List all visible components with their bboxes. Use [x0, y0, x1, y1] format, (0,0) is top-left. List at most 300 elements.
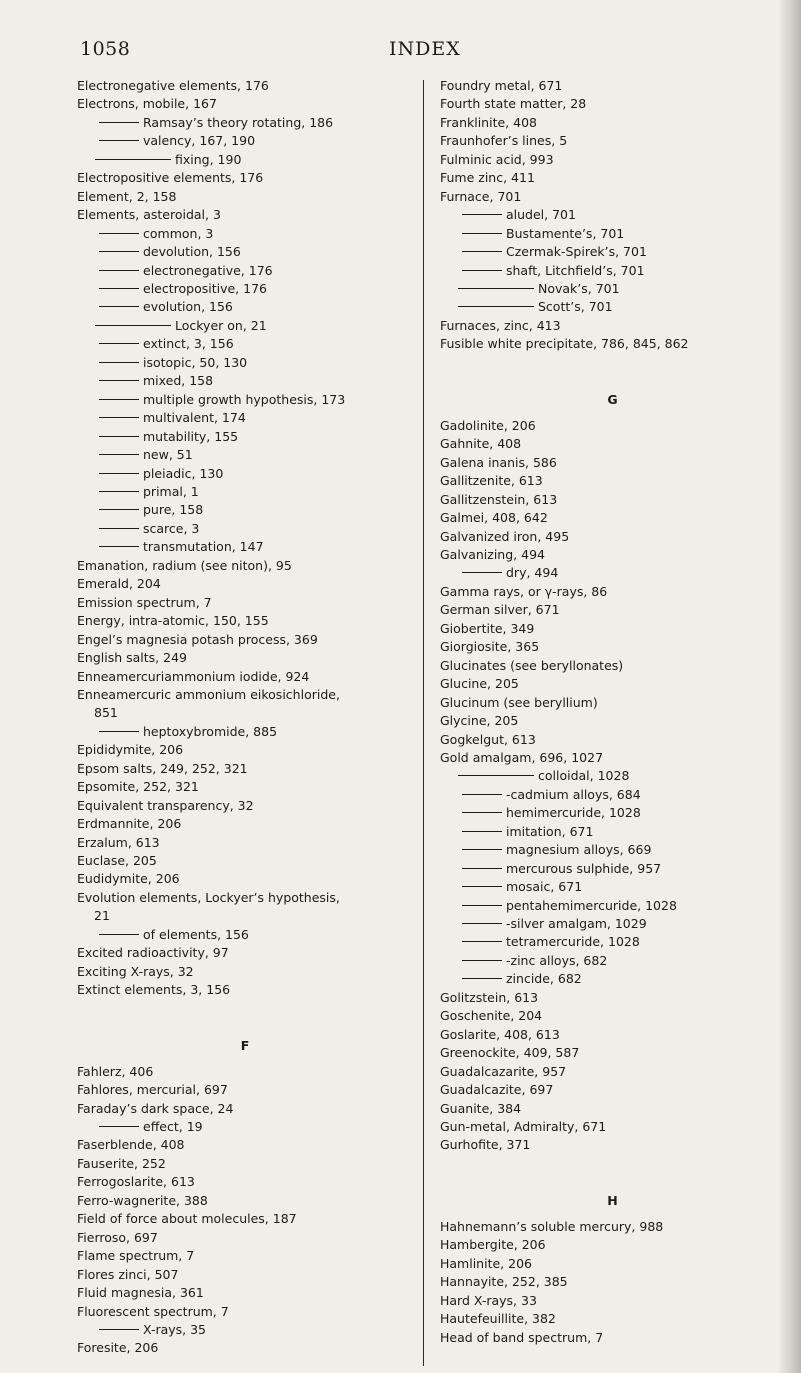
index-entry [77, 852, 413, 870]
index-entry [440, 1255, 785, 1273]
entry-continuation: 851 [94, 705, 118, 721]
entry-text: -cadmium alloys, 684 [506, 786, 641, 802]
entry-text: Excited radioactivity, 97 [77, 945, 229, 961]
entry-text: Gallitzenite, 613 [440, 473, 543, 489]
index-entry [77, 760, 413, 778]
section-gap [440, 1208, 785, 1218]
index-entry [440, 989, 785, 1007]
index-entry [77, 778, 413, 796]
entry-text: Flame spectrum, 7 [77, 1248, 195, 1264]
entry-text: Gurhofite, 371 [440, 1137, 531, 1153]
index-subentry [77, 335, 413, 353]
entry-text: Erdmannite, 206 [77, 816, 182, 832]
repeat-dash [99, 380, 139, 381]
index-subentry [440, 970, 785, 988]
index-subentry [77, 225, 413, 243]
index-entry [440, 132, 785, 150]
index-subentry [77, 926, 413, 944]
index-entry [440, 417, 785, 435]
repeat-dash [458, 775, 534, 776]
entry-text: extinct, 3, 156 [143, 336, 234, 352]
index-entry [77, 95, 413, 113]
index-subentry [440, 225, 785, 243]
entry-text: multiple growth hypothesis, 173 [143, 391, 346, 407]
entry-text: Lockyer on, 21 [175, 317, 267, 333]
index-entry [77, 1266, 413, 1284]
entry-text: dry, 494 [506, 565, 559, 581]
index-entry [440, 1044, 785, 1062]
entry-text: Emission spectrum, 7 [77, 594, 212, 610]
index-subentry [440, 841, 785, 859]
repeat-dash [458, 306, 534, 307]
index-subentry [77, 262, 413, 280]
entry-text: primal, 1 [143, 483, 199, 499]
index-subentry [77, 391, 413, 409]
entry-text: German silver, 671 [440, 602, 560, 618]
entry-text: Franklinite, 408 [440, 114, 537, 130]
entry-text: pure, 158 [143, 502, 204, 518]
entry-text: magnesium alloys, 669 [506, 842, 652, 858]
entry-text: evolution, 156 [143, 299, 233, 315]
index-entry [440, 454, 785, 472]
repeat-dash [95, 159, 171, 160]
index-entry [77, 834, 413, 852]
repeat-dash [462, 831, 502, 832]
index-entry [440, 601, 785, 619]
index-entry [440, 1310, 785, 1328]
index-entry [77, 557, 413, 575]
entry-text: Glucinates (see beryllonates) [440, 657, 624, 673]
entry-text: Gallitzenstein, 613 [440, 491, 558, 507]
entry-text: Ferro-wagnerite, 388 [77, 1192, 208, 1208]
index-entry [440, 1236, 785, 1254]
entry-text: Giorgiosite, 365 [440, 639, 540, 655]
h-entries [440, 1218, 785, 1347]
entry-text: tetramercuride, 1028 [506, 934, 640, 950]
left-column [77, 77, 413, 1358]
entry-text: multivalent, 174 [143, 410, 246, 426]
entry-text: Scott’s, 701 [538, 299, 613, 315]
index-entry [440, 638, 785, 656]
index-entry [440, 1026, 785, 1044]
index-entry [440, 731, 785, 749]
entry-text: Hamlinite, 206 [440, 1255, 532, 1271]
index-entry [440, 169, 785, 187]
entry-text: Enneamercuriammonium iodide, 924 [77, 668, 310, 684]
entry-text: hemimercuride, 1028 [506, 805, 641, 821]
index-entry [77, 1063, 413, 1081]
index-subentry [440, 878, 785, 896]
entry-text: Galena inanis, 586 [440, 454, 557, 470]
index-entry [440, 151, 785, 169]
entry-text: Evolution elements, Lockyer’s hypothesis, [77, 889, 340, 905]
repeat-dash [99, 491, 139, 492]
index-entry [77, 575, 413, 593]
e-entries [77, 77, 413, 1000]
entry-text: Guanite, 384 [440, 1100, 522, 1116]
entry-text: devolution, 156 [143, 244, 241, 260]
index-entry [77, 741, 413, 759]
index-entry [440, 509, 785, 527]
entry-text: Gold amalgam, 696, 1027 [440, 749, 604, 765]
entry-text: Epididymite, 206 [77, 742, 184, 758]
entry-text: Gogkelgut, 613 [440, 731, 536, 747]
index-subentry [77, 114, 413, 132]
repeat-dash [99, 934, 139, 935]
repeat-dash [99, 343, 139, 344]
index-subentry [440, 933, 785, 951]
repeat-dash [462, 941, 502, 942]
repeat-dash [99, 122, 139, 123]
entry-continuation: 21 [94, 908, 110, 924]
index-entry [77, 1247, 413, 1265]
entry-text: Greenockite, 409, 587 [440, 1045, 580, 1061]
index-entry [440, 546, 785, 564]
repeat-dash [462, 905, 502, 906]
section-gap [77, 1000, 413, 1038]
entry-text: Emerald, 204 [77, 576, 161, 592]
repeat-dash [462, 572, 502, 573]
entry-text: Czermak-Spirek’s, 701 [506, 244, 647, 260]
index-subentry [440, 298, 785, 316]
index-entry [77, 686, 413, 704]
entry-text: Head of band spectrum, 7 [440, 1329, 604, 1345]
repeat-dash [99, 509, 139, 510]
index-entry [440, 1081, 785, 1099]
index-entry [77, 1081, 413, 1099]
index-entry [440, 749, 785, 767]
section-heading-f: F [240, 1037, 250, 1053]
entry-text: Gun-metal, Admiralty, 671 [440, 1119, 607, 1135]
entry-text: Hautefeuillite, 382 [440, 1311, 556, 1327]
entry-text: colloidal, 1028 [538, 768, 630, 784]
entry-text: imitation, 671 [506, 823, 594, 839]
entry-text: Furnaces, zinc, 413 [440, 317, 561, 333]
index-entry [440, 435, 785, 453]
repeat-dash [99, 546, 139, 547]
entry-text: Elements, asteroidal, 3 [77, 207, 221, 223]
entry-text: Energy, intra-atomic, 150, 155 [77, 613, 269, 629]
index-entry [440, 95, 785, 113]
index-subentry [440, 243, 785, 261]
entry-text: Field of force about molecules, 187 [77, 1211, 297, 1227]
entry-text: Goschenite, 204 [440, 1008, 543, 1024]
index-subentry [77, 723, 413, 741]
index-subentry [440, 804, 785, 822]
index-entry [440, 491, 785, 509]
index-subentry [77, 520, 413, 538]
index-subentry [440, 206, 785, 224]
entry-text: Flores zinci, 507 [77, 1266, 179, 1282]
index-subentry [440, 767, 785, 785]
repeat-dash [99, 1126, 139, 1127]
repeat-dash [99, 362, 139, 363]
right-column [440, 77, 785, 1347]
index-entry [77, 594, 413, 612]
index-entry [440, 77, 785, 95]
index-subentry [77, 1321, 413, 1339]
index-entry [77, 889, 413, 907]
index-entry [440, 1100, 785, 1118]
entry-text: Electrons, mobile, 167 [77, 96, 217, 112]
index-entry [77, 944, 413, 962]
repeat-dash [462, 960, 502, 961]
index-entry [77, 1339, 413, 1357]
entry-text: effect, 19 [143, 1119, 203, 1135]
repeat-dash [99, 731, 139, 732]
entry-text: isotopic, 50, 130 [143, 354, 248, 370]
index-entry [77, 1303, 413, 1321]
index-entry [440, 1063, 785, 1081]
index-subentry [440, 952, 785, 970]
index-entry [440, 1218, 785, 1236]
entry-text: Ferrogoslarite, 613 [77, 1174, 195, 1190]
entry-text: Glucinum (see beryllium) [440, 694, 598, 710]
index-subentry [77, 483, 413, 501]
index-entry [77, 612, 413, 630]
entry-text: Glycine, 205 [440, 713, 519, 729]
g-entries [440, 417, 785, 1155]
repeat-dash [458, 288, 534, 289]
index-subentry [77, 280, 413, 298]
entry-text: Fume zinc, 411 [440, 170, 535, 186]
index-subentry [440, 897, 785, 915]
repeat-dash [462, 270, 502, 271]
index-subentry [440, 915, 785, 933]
entry-text: Epsom salts, 249, 252, 321 [77, 760, 248, 776]
entry-text: Fourth state matter, 28 [440, 96, 587, 112]
index-subentry [77, 501, 413, 519]
index-entry [440, 188, 785, 206]
index-entry [440, 114, 785, 132]
entry-text: Faserblende, 408 [77, 1137, 185, 1153]
repeat-dash [462, 868, 502, 869]
index-entry [440, 657, 785, 675]
index-entry [77, 668, 413, 686]
entry-text: Fahlores, mercurial, 697 [77, 1082, 228, 1098]
index-entry [77, 963, 413, 981]
entry-text: Gahnite, 408 [440, 436, 522, 452]
column-divider [423, 80, 424, 1366]
index-entry [440, 1136, 785, 1154]
entry-text: Fulminic acid, 993 [440, 151, 554, 167]
entry-text: Fraunhofer’s lines, 5 [440, 133, 568, 149]
index-entry [77, 649, 413, 667]
entry-text: shaft, Litchfield’s, 701 [506, 262, 645, 278]
index-entry [77, 815, 413, 833]
entry-text: Euclase, 205 [77, 853, 157, 869]
index-subentry [77, 409, 413, 427]
repeat-dash [99, 417, 139, 418]
repeat-dash [462, 849, 502, 850]
index-entry [77, 1173, 413, 1191]
entry-text: Erzalum, 613 [77, 834, 160, 850]
entry-text: Furnace, 701 [440, 188, 522, 204]
entry-text: mutability, 155 [143, 428, 239, 444]
index-entry [440, 1329, 785, 1347]
entry-text: transmutation, 147 [143, 539, 264, 555]
index-entry [440, 472, 785, 490]
index-subentry [77, 151, 413, 169]
entry-text: Gadolinite, 206 [440, 417, 536, 433]
entry-text: Foresite, 206 [77, 1340, 159, 1356]
entry-text: Fahlerz, 406 [77, 1063, 154, 1079]
index-entry [77, 1100, 413, 1118]
repeat-dash [99, 233, 139, 234]
index-subentry [77, 132, 413, 150]
index-entry [440, 694, 785, 712]
entry-text: Extinct elements, 3, 156 [77, 982, 231, 998]
entry-text: Galvanized iron, 495 [440, 528, 570, 544]
entry-text: Equivalent transparency, 32 [77, 797, 254, 813]
index-entry [77, 870, 413, 888]
repeat-dash [99, 436, 139, 437]
repeat-dash [462, 214, 502, 215]
repeat-dash [462, 812, 502, 813]
entry-text: Fluid magnesia, 361 [77, 1285, 204, 1301]
entry-text: Glucine, 205 [440, 676, 519, 692]
entry-text: scarce, 3 [143, 520, 200, 536]
section-gap [440, 407, 785, 417]
entry-text: heptoxybromide, 885 [143, 723, 278, 739]
entry-text: Novak’s, 701 [538, 280, 620, 296]
index-entry [440, 620, 785, 638]
index-subentry [440, 823, 785, 841]
repeat-dash [99, 140, 139, 141]
entry-text: common, 3 [143, 225, 214, 241]
entry-text: Faraday’s dark space, 24 [77, 1100, 234, 1116]
repeat-dash [462, 794, 502, 795]
entry-text: Gamma rays, or γ-rays, 86 [440, 583, 608, 599]
entry-text: pleiadic, 130 [143, 465, 224, 481]
entry-text: -silver amalgam, 1029 [506, 916, 647, 932]
entry-text: Giobertite, 349 [440, 620, 535, 636]
repeat-dash [99, 251, 139, 252]
entry-text: mercurous sulphide, 957 [506, 860, 662, 876]
index-entry [440, 675, 785, 693]
index-subentry [77, 372, 413, 390]
index-subentry [77, 446, 413, 464]
entry-text: Emanation, radium (see niton), 95 [77, 557, 292, 573]
index-entry [440, 712, 785, 730]
index-subentry [77, 354, 413, 372]
repeat-dash [99, 270, 139, 271]
repeat-dash [462, 251, 502, 252]
repeat-dash [99, 399, 139, 400]
index-subentry [77, 465, 413, 483]
entry-text: Goslarite, 408, 613 [440, 1026, 560, 1042]
index-entry [440, 1118, 785, 1136]
index-entry [77, 169, 413, 187]
f-entries-right [440, 77, 785, 354]
entry-text: valency, 167, 190 [143, 133, 256, 149]
entry-text: of elements, 156 [143, 926, 249, 942]
index-subentry [77, 298, 413, 316]
index-entry [77, 1229, 413, 1247]
index-entry [77, 631, 413, 649]
section-gap [440, 1155, 785, 1193]
entry-text: mixed, 158 [143, 373, 214, 389]
index-subentry [440, 860, 785, 878]
index-entry [440, 583, 785, 601]
index-subentry [77, 428, 413, 446]
repeat-dash [95, 325, 171, 326]
index-subentry [440, 262, 785, 280]
entry-text: Bustamente’s, 701 [506, 225, 625, 241]
entry-text: Electropositive elements, 176 [77, 170, 264, 186]
repeat-dash [99, 473, 139, 474]
index-entry [77, 1192, 413, 1210]
entry-text: Eudidymite, 206 [77, 871, 180, 887]
section-heading-g: G [607, 391, 618, 407]
index-entry [77, 77, 413, 95]
index-entry [440, 1292, 785, 1310]
f-entries-left [77, 1063, 413, 1358]
index-subentry [77, 243, 413, 261]
index-entry [440, 1007, 785, 1025]
index-entry [77, 981, 413, 999]
index-entry [440, 528, 785, 546]
index-entry [77, 188, 413, 206]
entry-text: English salts, 249 [77, 650, 187, 666]
entry-text: Exciting X-rays, 32 [77, 963, 194, 979]
entry-text: Fluorescent spectrum, 7 [77, 1303, 229, 1319]
repeat-dash [99, 288, 139, 289]
entry-text: Hahnemann’s soluble mercury, 988 [440, 1218, 664, 1234]
index-entry [77, 797, 413, 815]
entry-text: Fauserite, 252 [77, 1155, 166, 1171]
section-heading-h: H [607, 1192, 618, 1208]
entry-text: aludel, 701 [506, 207, 576, 223]
entry-text: Fierroso, 697 [77, 1229, 158, 1245]
entry-text: Engel’s magnesia potash process, 369 [77, 631, 318, 647]
entry-text: X-rays, 35 [143, 1322, 207, 1337]
index-subentry [440, 786, 785, 804]
index-subentry [440, 280, 785, 298]
entry-text: fixing, 190 [175, 151, 242, 167]
page-header [0, 38, 801, 68]
entry-text: -zinc alloys, 682 [506, 952, 608, 968]
repeat-dash [99, 454, 139, 455]
entry-text: Guadalcazarite, 957 [440, 1063, 567, 1079]
entry-text: Enneamercuric ammonium eikosichloride, [77, 686, 340, 702]
index-entry [77, 1210, 413, 1228]
repeat-dash [462, 923, 502, 924]
repeat-dash [99, 528, 139, 529]
index-entry [440, 335, 785, 353]
index-entry [77, 1155, 413, 1173]
index-entry [77, 1284, 413, 1302]
entry-text: zincide, 682 [506, 971, 582, 987]
index-subentry [440, 564, 785, 582]
index-subentry [77, 317, 413, 335]
entry-text: Galvanizing, 494 [440, 546, 545, 562]
repeat-dash [99, 1329, 139, 1330]
index-subentry [77, 1118, 413, 1136]
entry-text: Hambergite, 206 [440, 1237, 546, 1253]
entry-text: Fusible white precipitate, 786, 845, 862 [440, 336, 689, 352]
repeat-dash [462, 886, 502, 887]
running-head: INDEX [389, 38, 461, 60]
page-number: 1058 [80, 38, 131, 60]
entry-text: mosaic, 671 [506, 879, 583, 895]
entry-text: Ramsay’s theory rotating, 186 [143, 114, 334, 130]
repeat-dash [99, 306, 139, 307]
entry-text: Golitzstein, 613 [440, 989, 539, 1005]
entry-text: electropositive, 176 [143, 280, 267, 296]
section-gap [77, 1053, 413, 1063]
index-entry [77, 1136, 413, 1154]
